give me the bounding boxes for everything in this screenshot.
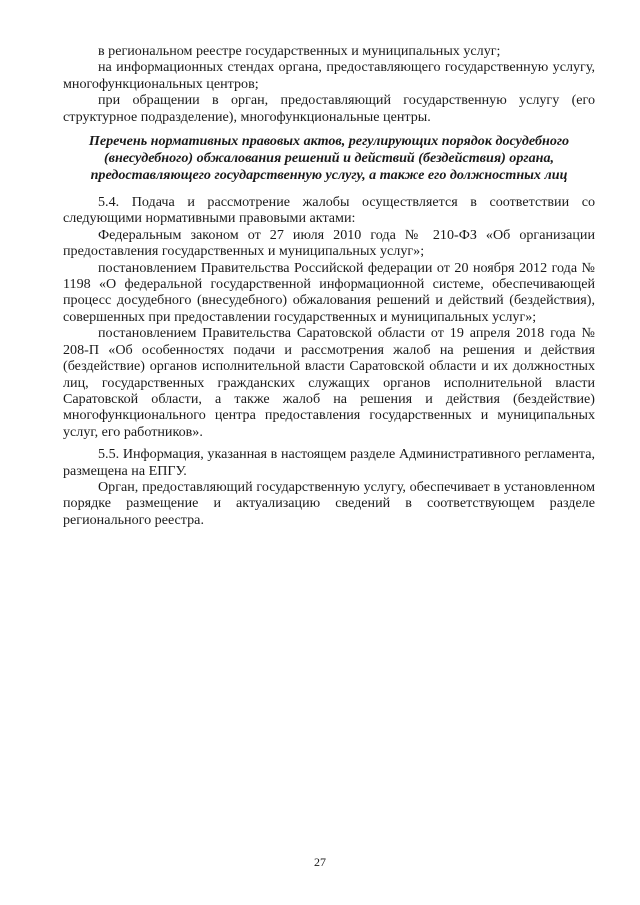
paragraph-5-5: 5.5. Информация, указанная в настоящем разделе Административного регламента, размещена на ЕПГУ. bbox=[63, 446, 595, 479]
document-page bbox=[63, 43, 595, 528]
paragraph-5-4: 5.4. Подача и рассмотрение жалобы осуществляется в соответствии со следующими нормативными правовыми актами: bbox=[63, 194, 595, 227]
paragraph-government-resolution-saratov: постановлением Правительства Саратовской области от 19 апреля 2018 года № 208-П «Об особенностях подачи и рассмотрения жалоб на решения и действия (бездействие) органов исполнительной власти Саратовской области и их должностных лиц, государственных гражданских служащих органов исполнительной власти Саратовской области, а также жалоб на решения и действия (бездействие) многофункционального центра предоставления государственных и муниципальных услуг, его работников». bbox=[63, 325, 595, 440]
section-heading: Перечень нормативных правовых актов, регулирующих порядок досудебного (внесудебного) обжалования решений и действий (бездействия) органа, предоставляющего государственную услугу, а также его должностных лиц bbox=[88, 133, 570, 184]
paragraph-federal-law: Федеральным законом от 27 июля 2010 года № 210-ФЗ «Об организации предоставления государственных и муниципальных услуг»; bbox=[63, 226, 595, 260]
paragraph-registry-update: Орган, предоставляющий государственную услугу, обеспечивает в установленном порядке размещение и актуализацию сведений в соответствующем разделе регионального реестра. bbox=[63, 478, 595, 528]
paragraph-government-resolution-rf: постановлением Правительства Российской федерации от 20 ноября 2012 года № 1198 «О федеральной государственной информационной системе, обеспечивающей процесс досудебного (внесудебного) обжалования решений и действий (бездействия), совершенных при предоставлении государственных и муниципальных услуг»; bbox=[63, 259, 595, 325]
page-number: 27 bbox=[314, 855, 326, 869]
paragraph-information-stands: на информационных стендах органа, предоставляющего государственную услугу, многофункциональных центров; bbox=[63, 59, 595, 92]
paragraph-appeal-to-organ: при обращении в орган, предоставляющий государственную услугу (его структурное подразделение), многофункциональные центры. bbox=[63, 92, 595, 125]
paragraph-regional-registry: в региональном реестре государственных и муниципальных услуг; bbox=[98, 43, 501, 59]
